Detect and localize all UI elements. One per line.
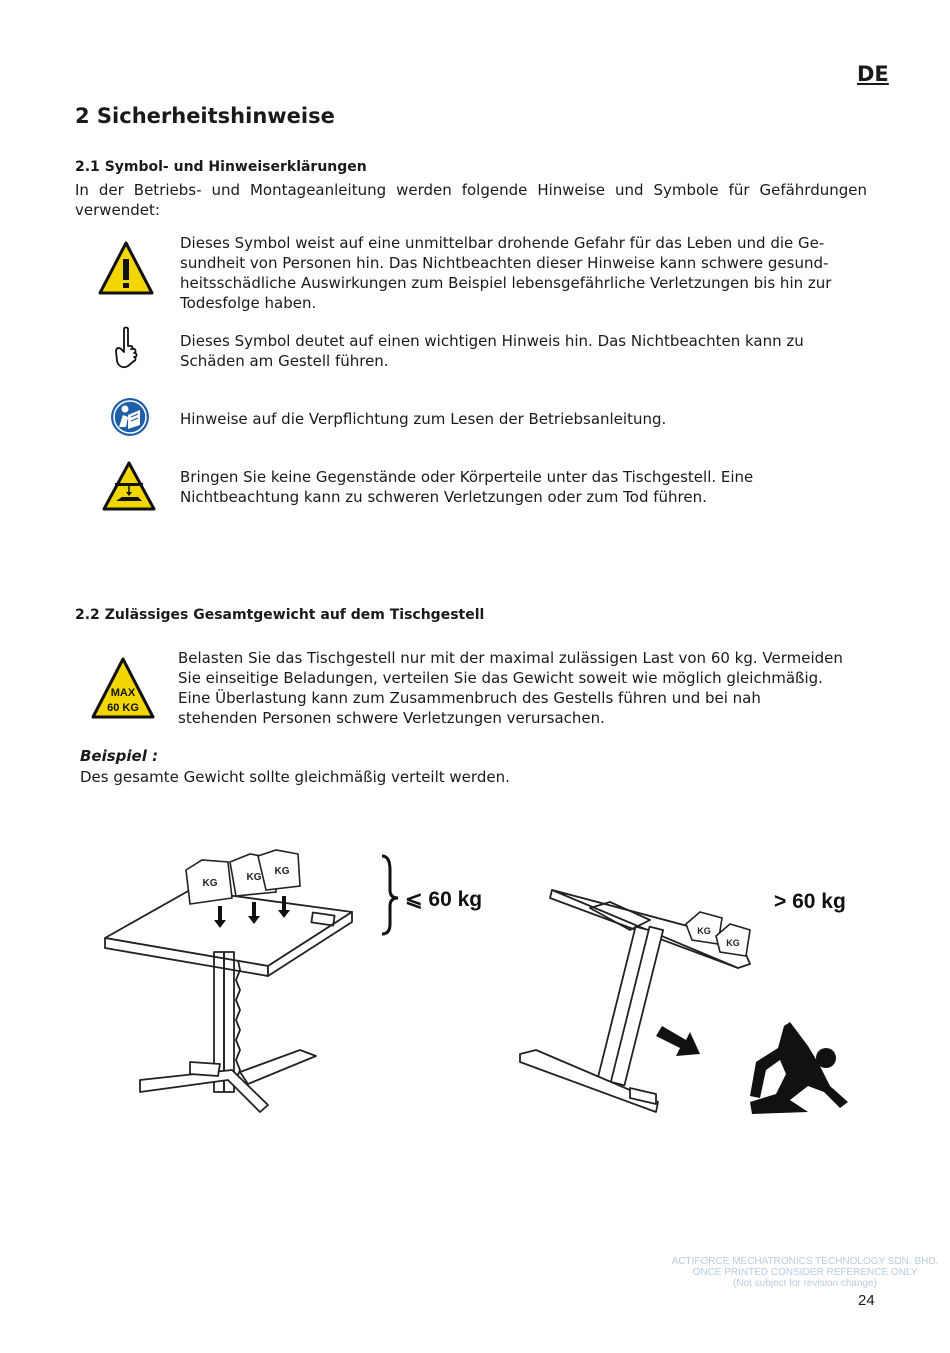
read-manual-icon: [110, 397, 150, 437]
watermark-line: (Not subject for revision change): [733, 1278, 877, 1289]
text-line: Todesfolge haben.: [180, 294, 317, 312]
brace-icon: [382, 856, 398, 934]
watermark-line: ONCE PRINTED CONSIDER REFERENCE ONLY: [692, 1267, 918, 1278]
load-illustration: [90, 840, 870, 1130]
text-line: Belasten Sie das Tischgestell nur mit der maximal zulässigen Last von 60 kg. Vermeiden: [178, 649, 843, 667]
watermark: [640, 1256, 950, 1289]
weight-label: KG: [274, 866, 290, 877]
example-label: Beispiel :: [80, 747, 159, 765]
weight-label: KG: [726, 938, 740, 948]
symbol-note-description: [180, 331, 860, 371]
over-weight-label: > 60 kg: [774, 890, 846, 913]
subsection-heading-2-1: [75, 159, 367, 175]
max-sign-line1: MAX: [110, 687, 136, 699]
pointing-hand-icon: [110, 326, 144, 372]
text-line: Sie einseitige Beladungen, verteilen Sie das Gewicht soweit wie möglich gleichmäßig.: [178, 669, 823, 687]
max-sign-line2: 60 KG: [107, 702, 139, 714]
falling-person-icon: [750, 1022, 848, 1114]
max-load-description: [178, 648, 868, 728]
text-line: Schäden am Gestell führen.: [180, 352, 389, 370]
watermark-line: ACTIFORCE MECHATRONICS TECHNOLOGY SDN. BHD.: [671, 1256, 939, 1267]
warning-triangle-icon: [98, 240, 154, 296]
subsection-title: Symbol- und Hinweiserklärungen: [104, 159, 367, 175]
subsection-number: 2.2: [75, 607, 100, 623]
ok-weight-label: ⩽ 60 kg: [405, 888, 483, 911]
intro-paragraph: In der Betriebs- und Montageanleitung werden folgende Hinweise und Symbole für Gefährdungen verwendet:: [75, 181, 867, 219]
example-text: Des gesamte Gewicht sollte gleichmäßig verteilt werden.: [80, 768, 510, 786]
text-line: Bringen Sie keine Gegenstände oder Körperteile unter das Tischgestell. Eine: [180, 468, 754, 486]
text-line: Hinweise auf die Verpflichtung zum Lesen der Betriebsanleitung.: [180, 410, 667, 428]
subsection-number: 2.1: [75, 159, 100, 175]
text-line: Dieses Symbol weist auf eine unmittelbar drohende Gefahr für das Leben und die Ge-: [180, 234, 825, 252]
stable-table-drawing: [105, 890, 352, 1112]
weight-label: KG: [246, 872, 262, 883]
subsection-heading-2-2: [75, 607, 484, 623]
text-line: Eine Überlastung kann zum Zusammenbruch des Gestells führen und bei nah: [178, 689, 761, 707]
subsection-title: Zulässiges Gesamtgewicht auf dem Tischgestell: [104, 607, 485, 623]
text-line: heitsschädliche Auswirkungen zum Beispiel lebensgefährliche Verletzungen bis hin zur: [180, 274, 832, 292]
language-code: DE: [857, 62, 889, 86]
arrow-right-down-icon: [656, 1026, 700, 1056]
symbol-manual-description: [180, 409, 860, 429]
weight-label: KG: [202, 878, 218, 889]
crush-hazard-icon: [102, 461, 156, 511]
max-load-sign-icon: [90, 656, 156, 720]
text-line: Nichtbeachtung kann zu schweren Verletzungen oder zum Tod führen.: [180, 488, 707, 506]
text-line: Dieses Symbol deutet auf einen wichtigen Hinweis hin. Das Nichtbeachten kann zu: [180, 332, 804, 350]
text-line: sundheit von Personen hin. Das Nichtbeachten dieser Hinweise kann schwere gesund-: [180, 254, 829, 272]
weight-label: KG: [697, 926, 711, 936]
symbol-warning-description: [180, 233, 860, 313]
text-line: stehenden Personen schwere Verletzungen verursachen.: [178, 709, 605, 727]
section-title: 2 Sicherheitshinweise: [75, 104, 335, 128]
page-number: 24: [858, 1292, 875, 1309]
symbol-crush-description: [180, 467, 860, 507]
